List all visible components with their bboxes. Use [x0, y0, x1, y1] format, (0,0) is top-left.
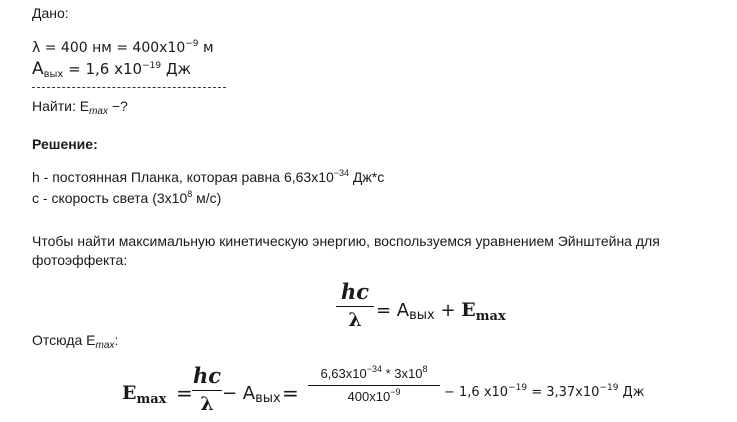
num2-mid: * 3x10: [382, 366, 423, 381]
lambda-unit: м: [198, 40, 214, 56]
formula1-plus: +: [434, 300, 462, 321]
formula2-denominator1: λ: [200, 393, 214, 415]
formula2-minus-a-text: − A: [222, 383, 256, 404]
formula1-sub: вых: [409, 308, 435, 323]
result-unit: Дж: [618, 385, 645, 400]
formula2-E: E: [122, 382, 137, 404]
formula2-numerator1: hc: [192, 363, 222, 388]
hence-suffix: :: [114, 332, 119, 348]
minus2-exp: −19: [508, 383, 528, 393]
planck-line: [32, 168, 384, 186]
formula2-fraction1: [192, 363, 222, 415]
result-exp: −19: [599, 383, 619, 393]
hence-text: Отсюда E: [32, 332, 96, 348]
formula2-numerator2: [320, 366, 427, 381]
formula1-fraction: [336, 279, 374, 331]
formula1-emax: [461, 299, 506, 324]
formula2-emax: [122, 382, 167, 407]
num2-a: 6,63x10: [320, 366, 367, 381]
work-sym: A: [32, 59, 44, 79]
speed-unit: м/с): [192, 190, 222, 206]
formula2-asub: вых: [255, 391, 281, 406]
den2-text: 400x10: [347, 389, 391, 404]
find-line: [32, 97, 128, 115]
lambda-text: λ = 400 нм = 400x10: [32, 40, 186, 56]
find-text: Найти: E: [32, 98, 90, 114]
formula2-fraction2-bar: [308, 385, 440, 386]
den2-exp: −9: [390, 387, 401, 397]
work-exp: −19: [142, 61, 162, 71]
speed-exp: 8: [187, 189, 193, 199]
planck-text: h - постоянная Планка, которая равна 6,63x10: [32, 169, 334, 185]
speed-text: c - скорость света (3x10: [32, 190, 188, 206]
hence-line: [32, 331, 118, 349]
solution-heading: Решение:: [32, 136, 98, 152]
formula2-minus-a: [222, 383, 281, 405]
work-unit: Дж: [161, 60, 192, 78]
result: = 3,37x10: [527, 385, 600, 400]
intro-line-1: Чтобы найти максимальную кинетическую энергию, воспользуемся уравнением Эйнштейна для: [32, 233, 660, 249]
num2-b-exp: 8: [422, 364, 428, 374]
formula1-Esub: max: [475, 309, 506, 324]
find-suffix: −?: [107, 98, 128, 114]
formula1-E: E: [461, 299, 476, 321]
formula2-Esub: max: [136, 392, 167, 407]
formula2-denominator2: [348, 389, 401, 404]
planck-unit: Дж*с: [349, 169, 385, 185]
planck-exp: −34: [333, 168, 350, 178]
find-sub: max: [89, 106, 108, 117]
formula1-denominator: λ: [348, 309, 362, 331]
num2-a-exp: −34: [366, 364, 383, 374]
formula1-numerator: hc: [340, 279, 370, 304]
work-val: = 1,6 x10: [63, 60, 143, 78]
work-sub: вых: [43, 69, 64, 80]
formula1-fraction-bar: [336, 306, 374, 307]
given-lambda: [32, 39, 214, 57]
formula2-fraction1-bar: [192, 390, 222, 391]
hence-sub: max: [95, 340, 115, 351]
formula2-fraction2: [308, 366, 440, 404]
formula1-rhs: [376, 299, 506, 322]
given-divider: [32, 87, 226, 88]
formula2-tail: [444, 384, 644, 402]
formula1-eq: = A: [376, 300, 410, 321]
formula2-eq1: =: [176, 381, 193, 405]
minus2: − 1,6 x10: [444, 385, 509, 400]
lambda-exp: −9: [185, 39, 199, 49]
given-heading: Дано:: [32, 5, 69, 21]
given-work-function: [32, 60, 191, 78]
intro-line-2: фотоэффекта:: [32, 252, 128, 268]
speed-line: [32, 189, 221, 207]
formula2-eq2: =: [282, 381, 299, 405]
